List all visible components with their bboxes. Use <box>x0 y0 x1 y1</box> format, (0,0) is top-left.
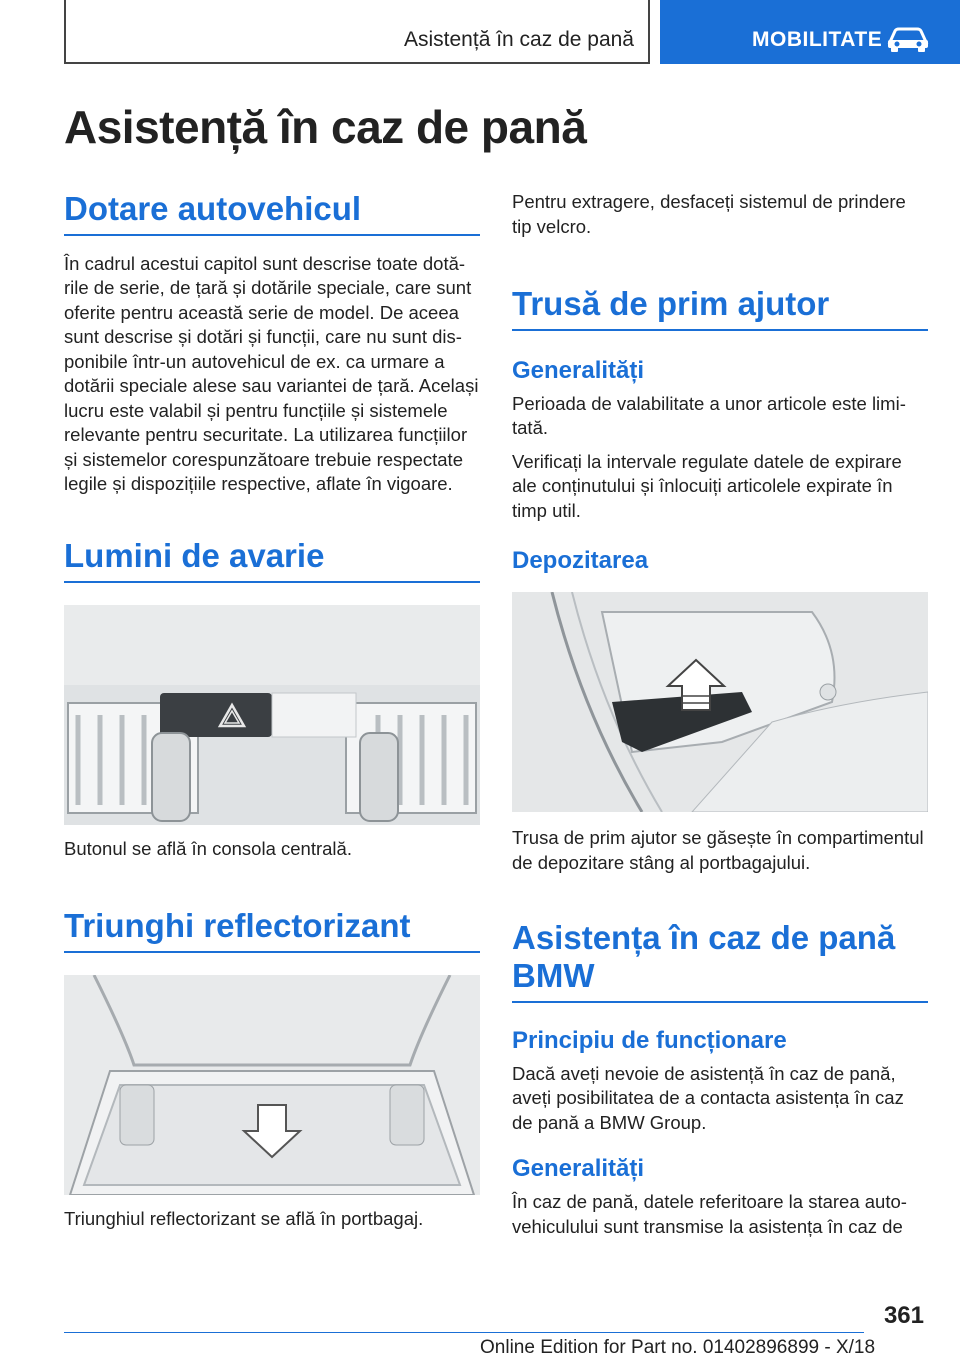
bmw-general-body: În caz de pană, datele referitoare la starea autovehiculului sunt transmise la asistența în caz de <box>512 1191 907 1237</box>
triangle-caption: Triunghiul reflectorizant se află în portbagaj. <box>64 1208 424 1230</box>
heading-first-aid-general: Generalități <box>512 356 645 384</box>
header-chapter-title: Asistență în caz de pană <box>404 28 634 51</box>
right-column <box>512 190 928 1239</box>
storage-illustration <box>512 592 928 812</box>
header-chapter-box <box>64 0 650 64</box>
header-section-label: MOBILITATE <box>752 28 883 51</box>
heading-equipment: Dotare autovehicul <box>64 190 480 236</box>
footer-edition: Online Edition for Part no. 01402896899 - X/18 <box>480 1337 876 1358</box>
footer-divider <box>64 1332 864 1333</box>
storage-caption: Trusa de prim ajutor se găsește în compartimentul de depozitare stâng al portbagajului. <box>512 827 924 873</box>
warning-triangle-image <box>64 975 480 1195</box>
removal-text: Pentru extragere, desfaceți sistemul de prindere tip velcro. <box>512 191 906 237</box>
heading-warning-triangle: Triunghi reflectorizant <box>64 907 480 953</box>
heading-first-aid: Trusă de prim ajutor <box>512 285 928 331</box>
heading-hazard-lights: Lumini de avarie <box>64 537 480 583</box>
page-title: Asistență în caz de pană <box>64 101 587 153</box>
first-aid-general-p1: Perioada de valabilitate a unor articole este limitată. <box>512 392 906 439</box>
hazard-console-illustration <box>64 605 480 825</box>
storage-compartment-image <box>512 592 928 812</box>
principle-body: Dacă aveți nevoie de asistență în caz de pană, aveți posibilitatea de a contacta asistența în caz de pană a BMW Group. <box>512 1062 904 1133</box>
heading-bmw-assist: Asistența în caz de pană BMW <box>512 919 928 1003</box>
equipment-body: În cadrul acestui capitol sunt descrise toate dotările de serie, de țară și dotările speciale, care sunt oferite pentru această serie de model. De aceea sunt descrise și dotări și funcții, care nu sunt disponibile într-un autovehicul de ex. ca urmare a dotării speciale alese sau variantei de țară. Același lucru este valabil și pentru funcțiile și sistemele relevante pentru securitate. La utilizarea funcțiilor și sistemelor corespunzătoare trebuie respectate legile și dispozițiile respective, aflate în vigoare. <box>64 252 479 495</box>
heading-bmw-general: Generalități <box>512 1155 645 1183</box>
header-section-tab[interactable] <box>660 0 960 64</box>
heading-storage: Depozitarea <box>512 547 649 575</box>
hazard-caption: Butonul se află în consola centrală. <box>64 837 352 859</box>
car-icon <box>886 26 930 52</box>
page-number: 361 <box>883 1302 924 1329</box>
trunk-illustration <box>64 975 480 1195</box>
first-aid-general-p2: Verificați la intervale regulate datele de expirare ale conținutului și înlocuiți articolele expirate în timp util. <box>512 450 902 521</box>
hazard-button-image <box>64 605 480 825</box>
heading-principle: Principiu de funcționare <box>512 1026 787 1054</box>
left-column <box>64 190 480 1232</box>
